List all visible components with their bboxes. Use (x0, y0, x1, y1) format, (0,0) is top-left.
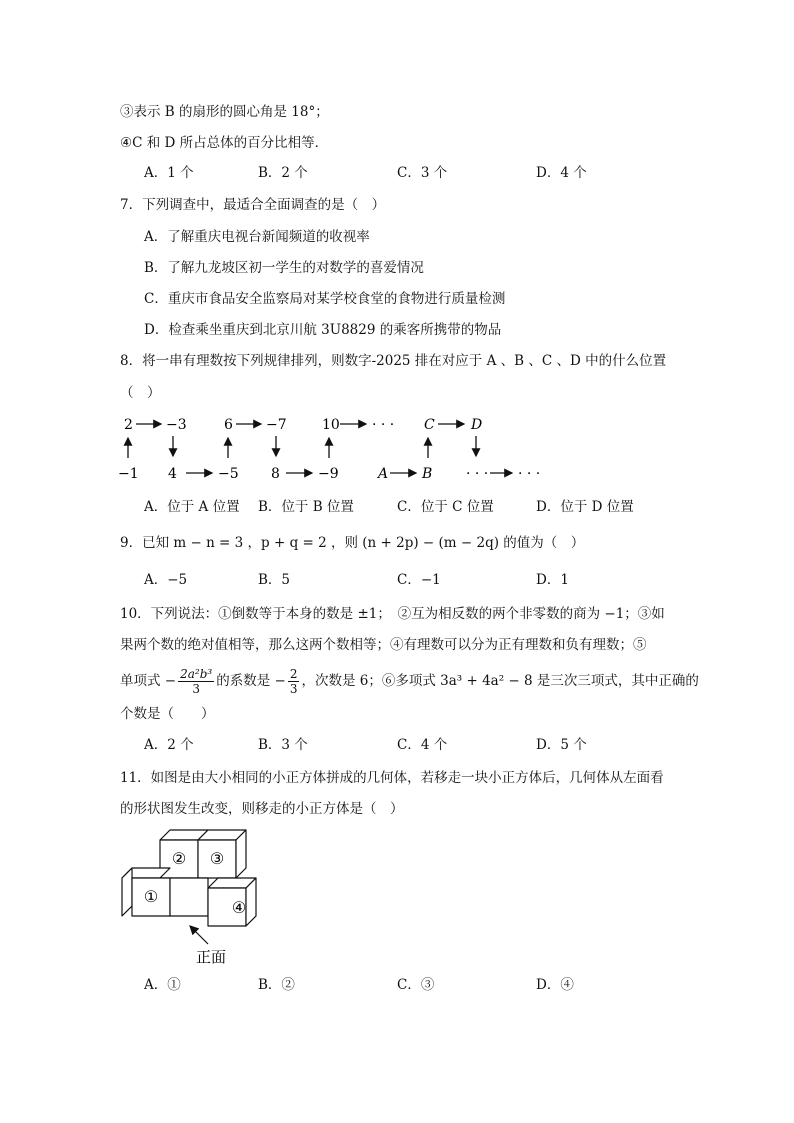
q8-bottom-6: A (378, 466, 389, 482)
q11-option-a: A．① (144, 977, 181, 993)
q11-option-c: C．③ (397, 977, 435, 993)
q8-top-4: −7 (266, 417, 287, 433)
q8-bottom-5: −9 (318, 466, 339, 482)
q7-option-a: A．了解重庆电视台新闻频道的收视率 (144, 229, 370, 245)
q7-option-c: C．重庆市食品安全监察局对某学校食堂的食物进行质量检测 (144, 291, 506, 307)
q10-option-a: A．2 个 (144, 737, 194, 753)
q6-option-d: D．4 个 (536, 165, 587, 181)
q10-line-3-part-c: ，次数是 6；⑥多项式 3a³ + 4a² − 8 是三次三项式，其中正确的 (301, 673, 699, 689)
q8-option-b: B．位于 B 位置 (258, 499, 354, 515)
q8-top-5: 10 (322, 417, 340, 433)
q8-sequence-diagram (110, 408, 560, 488)
q10-option-b: B．3 个 (258, 737, 308, 753)
q6-option-b: B．2 个 (258, 165, 308, 181)
q8-top-8: D (471, 417, 483, 433)
q10-fraction-1-denominator: 3 (192, 682, 200, 696)
q10-coefficient-fraction (288, 667, 300, 696)
q8-top-7: C (424, 417, 435, 433)
q9-option-b: B．5 (258, 572, 291, 588)
q11-option-d: D．④ (536, 977, 574, 993)
q8-top-3: 6 (224, 417, 233, 433)
q6-option-c: C．3 个 (397, 165, 448, 181)
q6-option-a: A．1 个 (144, 165, 194, 181)
cube-label-4: ④ (231, 898, 247, 917)
q8-bottom-9: · · · (518, 466, 541, 482)
q11-line-2: 的形状图发生改变，则移走的小正方体是（ ） (120, 801, 404, 817)
q8-bottom-2: 4 (168, 466, 177, 482)
q10-option-d: D．5 个 (536, 737, 587, 753)
cube-middle-front (170, 878, 208, 916)
cube-label-2: ② (171, 849, 187, 868)
cube-label-1: ① (143, 887, 159, 906)
q10-line-4: 个数是（ ） (120, 706, 215, 722)
cube-1-side-left (122, 868, 132, 916)
q10-line-3-part-a: 单项式 − (120, 673, 177, 689)
q7-option-d: D．检查乘坐重庆到北京川航 3U8829 的乘客所携带的物品 (144, 322, 502, 338)
q8-bottom-1: −1 (118, 466, 139, 482)
q10-fraction-1-numerator: 2a²b³ (180, 667, 213, 681)
q8-option-d: D．位于 D 位置 (536, 499, 634, 515)
q9-option-a: A．−5 (144, 572, 188, 588)
q10-fraction-2-numerator: 2 (289, 667, 298, 681)
front-label: 正面 (196, 948, 227, 966)
q11-cube-figure (112, 822, 282, 970)
q8-bottom-3: −5 (218, 466, 239, 482)
q8-top-1: 2 (124, 417, 133, 433)
q10-monomial-fraction (178, 667, 214, 696)
q8-stem-bracket: （ ） (120, 385, 161, 401)
q11-line-1: 11．如图是由大小相同的小正方体拼成的几何体，若移走一块小正方体后，几何体从左面看 (120, 770, 664, 786)
q8-stem: 8．将一串有理数按下列规律排列，则数字-2025 排在对应于 A 、B 、C 、D 中的什么位置 (120, 353, 667, 369)
q9-option-c: C．−1 (397, 572, 441, 588)
q8-bottom-4: 8 (271, 466, 280, 482)
q6-statement-3: ③表示 B 的扇形的圆心角是 18°； (120, 104, 329, 120)
q8-bottom-7: B (422, 466, 433, 482)
q9-option-d: D．1 (536, 572, 569, 588)
q10-fraction-2-denominator: 3 (289, 682, 298, 696)
q8-top-2: −3 (166, 417, 187, 433)
front-arrow (190, 926, 208, 944)
q6-statement-4: ④C 和 D 所占总体的百分比相等． (120, 135, 329, 151)
q8-option-a: A．位于 A 位置 (144, 499, 240, 515)
q8-option-c: C．位于 C 位置 (397, 499, 494, 515)
q11-option-b: B．② (258, 977, 295, 993)
q10-line-2: 果两个数的绝对值相等，那么这两个数相等；④有理数可以分为正有理数和负有理数；⑤ (120, 637, 647, 653)
q9-stem: 9．已知 m − n = 3 ，p + q = 2 ，则 (n + 2p) − (m − 2q) 的值为（ ） (120, 535, 585, 551)
q10-line-1: 10．下列说法：①倒数等于本身的数是 ±1； ②互为相反数的两个非零数的商为 −1；③如 (120, 606, 665, 622)
cube-label-3: ③ (209, 849, 225, 868)
q10-line-3 (120, 664, 699, 698)
q8-top-6: · · · (372, 417, 395, 433)
q8-bottom-8: · · · (466, 466, 489, 482)
q7-option-b: B．了解九龙坡区初一学生的对数学的喜爱情况 (144, 260, 424, 276)
q10-line-3-part-b: 的系数是 − (216, 673, 286, 689)
q7-stem: 7．下列调查中，最适合全面调查的是（ ） (120, 197, 386, 213)
q10-option-c: C．4 个 (397, 737, 448, 753)
